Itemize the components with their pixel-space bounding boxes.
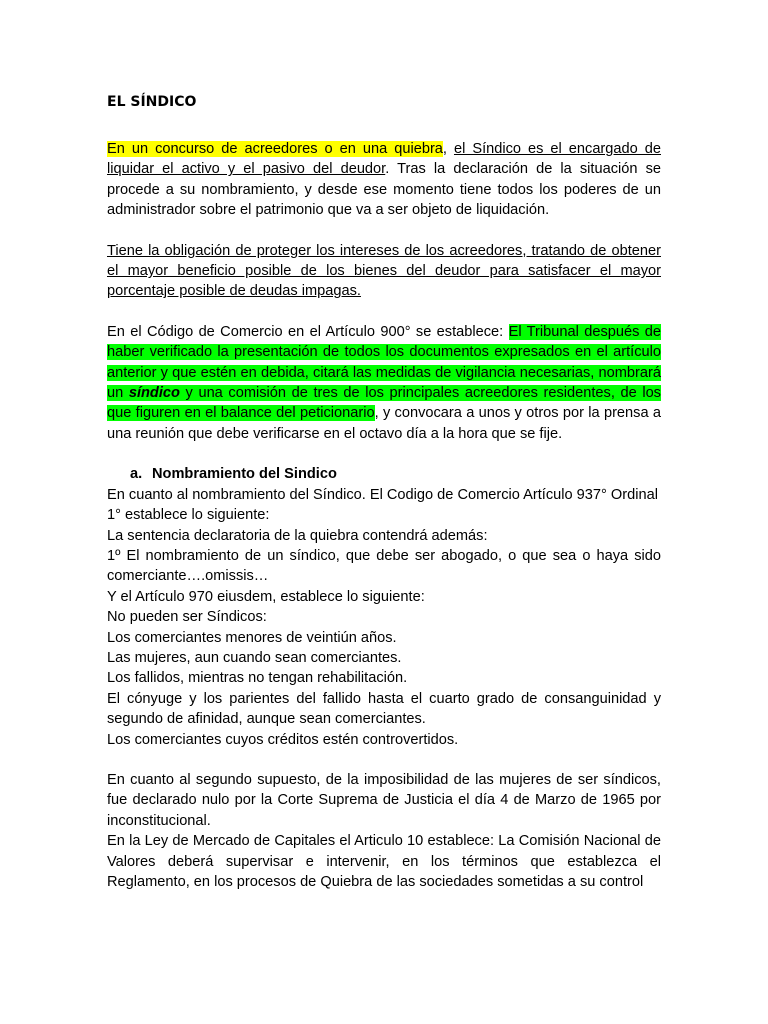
paragraph-spacer: [107, 750, 661, 770]
paragraph-article-900: [107, 322, 661, 444]
document-page: [107, 92, 661, 892]
body-line: En cuanto al nombramiento del Síndico. El Codigo de Comercio Artículo 937° Ordinal 1° establece lo siguiente:: [107, 486, 658, 524]
text-comma: ,: [442, 141, 454, 157]
highlight-green-text: y una comisión de tres de los principales acreedores residentes, de los que figuren en el balance del peticionario: [107, 385, 661, 422]
section-heading-a: [107, 464, 661, 484]
paragraph-definition: [107, 139, 661, 221]
highlight-green-text: El Tribunal después de haber verificado la presentación de todos los documentos expresados en el artículo anterior y que estén en debida, citará las medidas de vigilancia necesarias, nombrará un: [107, 323, 662, 402]
body-line: Las mujeres, aun cuando sean comerciantes.: [107, 649, 402, 666]
document-title: EL SÍNDICO: [107, 94, 197, 110]
paragraph-obligation: Tiene la obligación de proteger los intereses de los acreedores, tratando de obtener el mayor beneficio posible de los bienes del deudor para satisfacer el mayor porcentaje posible de deudas impagas.: [107, 242, 661, 300]
paragraph-text: , y convocara a unos y otros por la prensa a una reunión que debe verificarse en el octavo día a la hora que se fije.: [107, 405, 661, 442]
body-line: El cónyuge y los parientes del fallido hasta el cuarto grado de consanguinidad y segundo de afinidad, aunque sean comerciantes.: [107, 690, 661, 728]
body-line: Los comerciantes menores de veintiún años.: [107, 629, 397, 646]
underlined-text: el Síndico es el encargado de liquidar el activo y el pasivo del deudor: [107, 141, 661, 178]
section-heading-text: Nombramiento del Sindico: [152, 466, 337, 483]
body-line: Los fallidos, mientras no tengan rehabilitación.: [107, 670, 408, 687]
highlight-green-bold-italic: síndico: [128, 385, 180, 402]
body-line: Los comerciantes cuyos créditos estén controvertidos.: [107, 731, 459, 748]
list-marker: a.: [130, 466, 143, 483]
paragraph-text: En el Código de Comercio en el Artículo 900° se establece:: [107, 323, 509, 340]
body-line: No pueden ser Síndicos:: [107, 609, 267, 626]
paragraph-text: . Tras la declaración de la situación se procede a su nombramiento, y desde ese momento tiene todos los poderes de un administrador sobre el patrimonio que va a ser objeto de liquidación.: [107, 161, 662, 219]
paragraph-capital-markets-law: En la Ley de Mercado de Capitales el Articulo 10 establece: La Comisión Nacional de Valores deberá supervisar e intervenir, en los términos que establezca el Reglamento, en los procesos de Quiebra de las sociedades sometidas a su control: [107, 833, 661, 890]
body-line: La sentencia declaratoria de la quiebra contendrá además:: [107, 527, 488, 544]
highlight-yellow-text: En un concurso de acreedores o en una quiebra: [107, 141, 443, 157]
body-line: Y el Artículo 970 eiusdem, establece lo siguiente:: [107, 588, 425, 605]
paragraph-second-case: En cuanto al segundo supuesto, de la imposibilidad de las mujeres de ser síndicos, fue declarado nulo por la Corte Suprema de Justicia el día 4 de Marzo de 1965 por inconstitucional.: [107, 771, 661, 829]
body-line: 1º El nombramiento de un síndico, que debe ser abogado, o que sea o haya sido comerciante….omissis…: [107, 547, 661, 585]
